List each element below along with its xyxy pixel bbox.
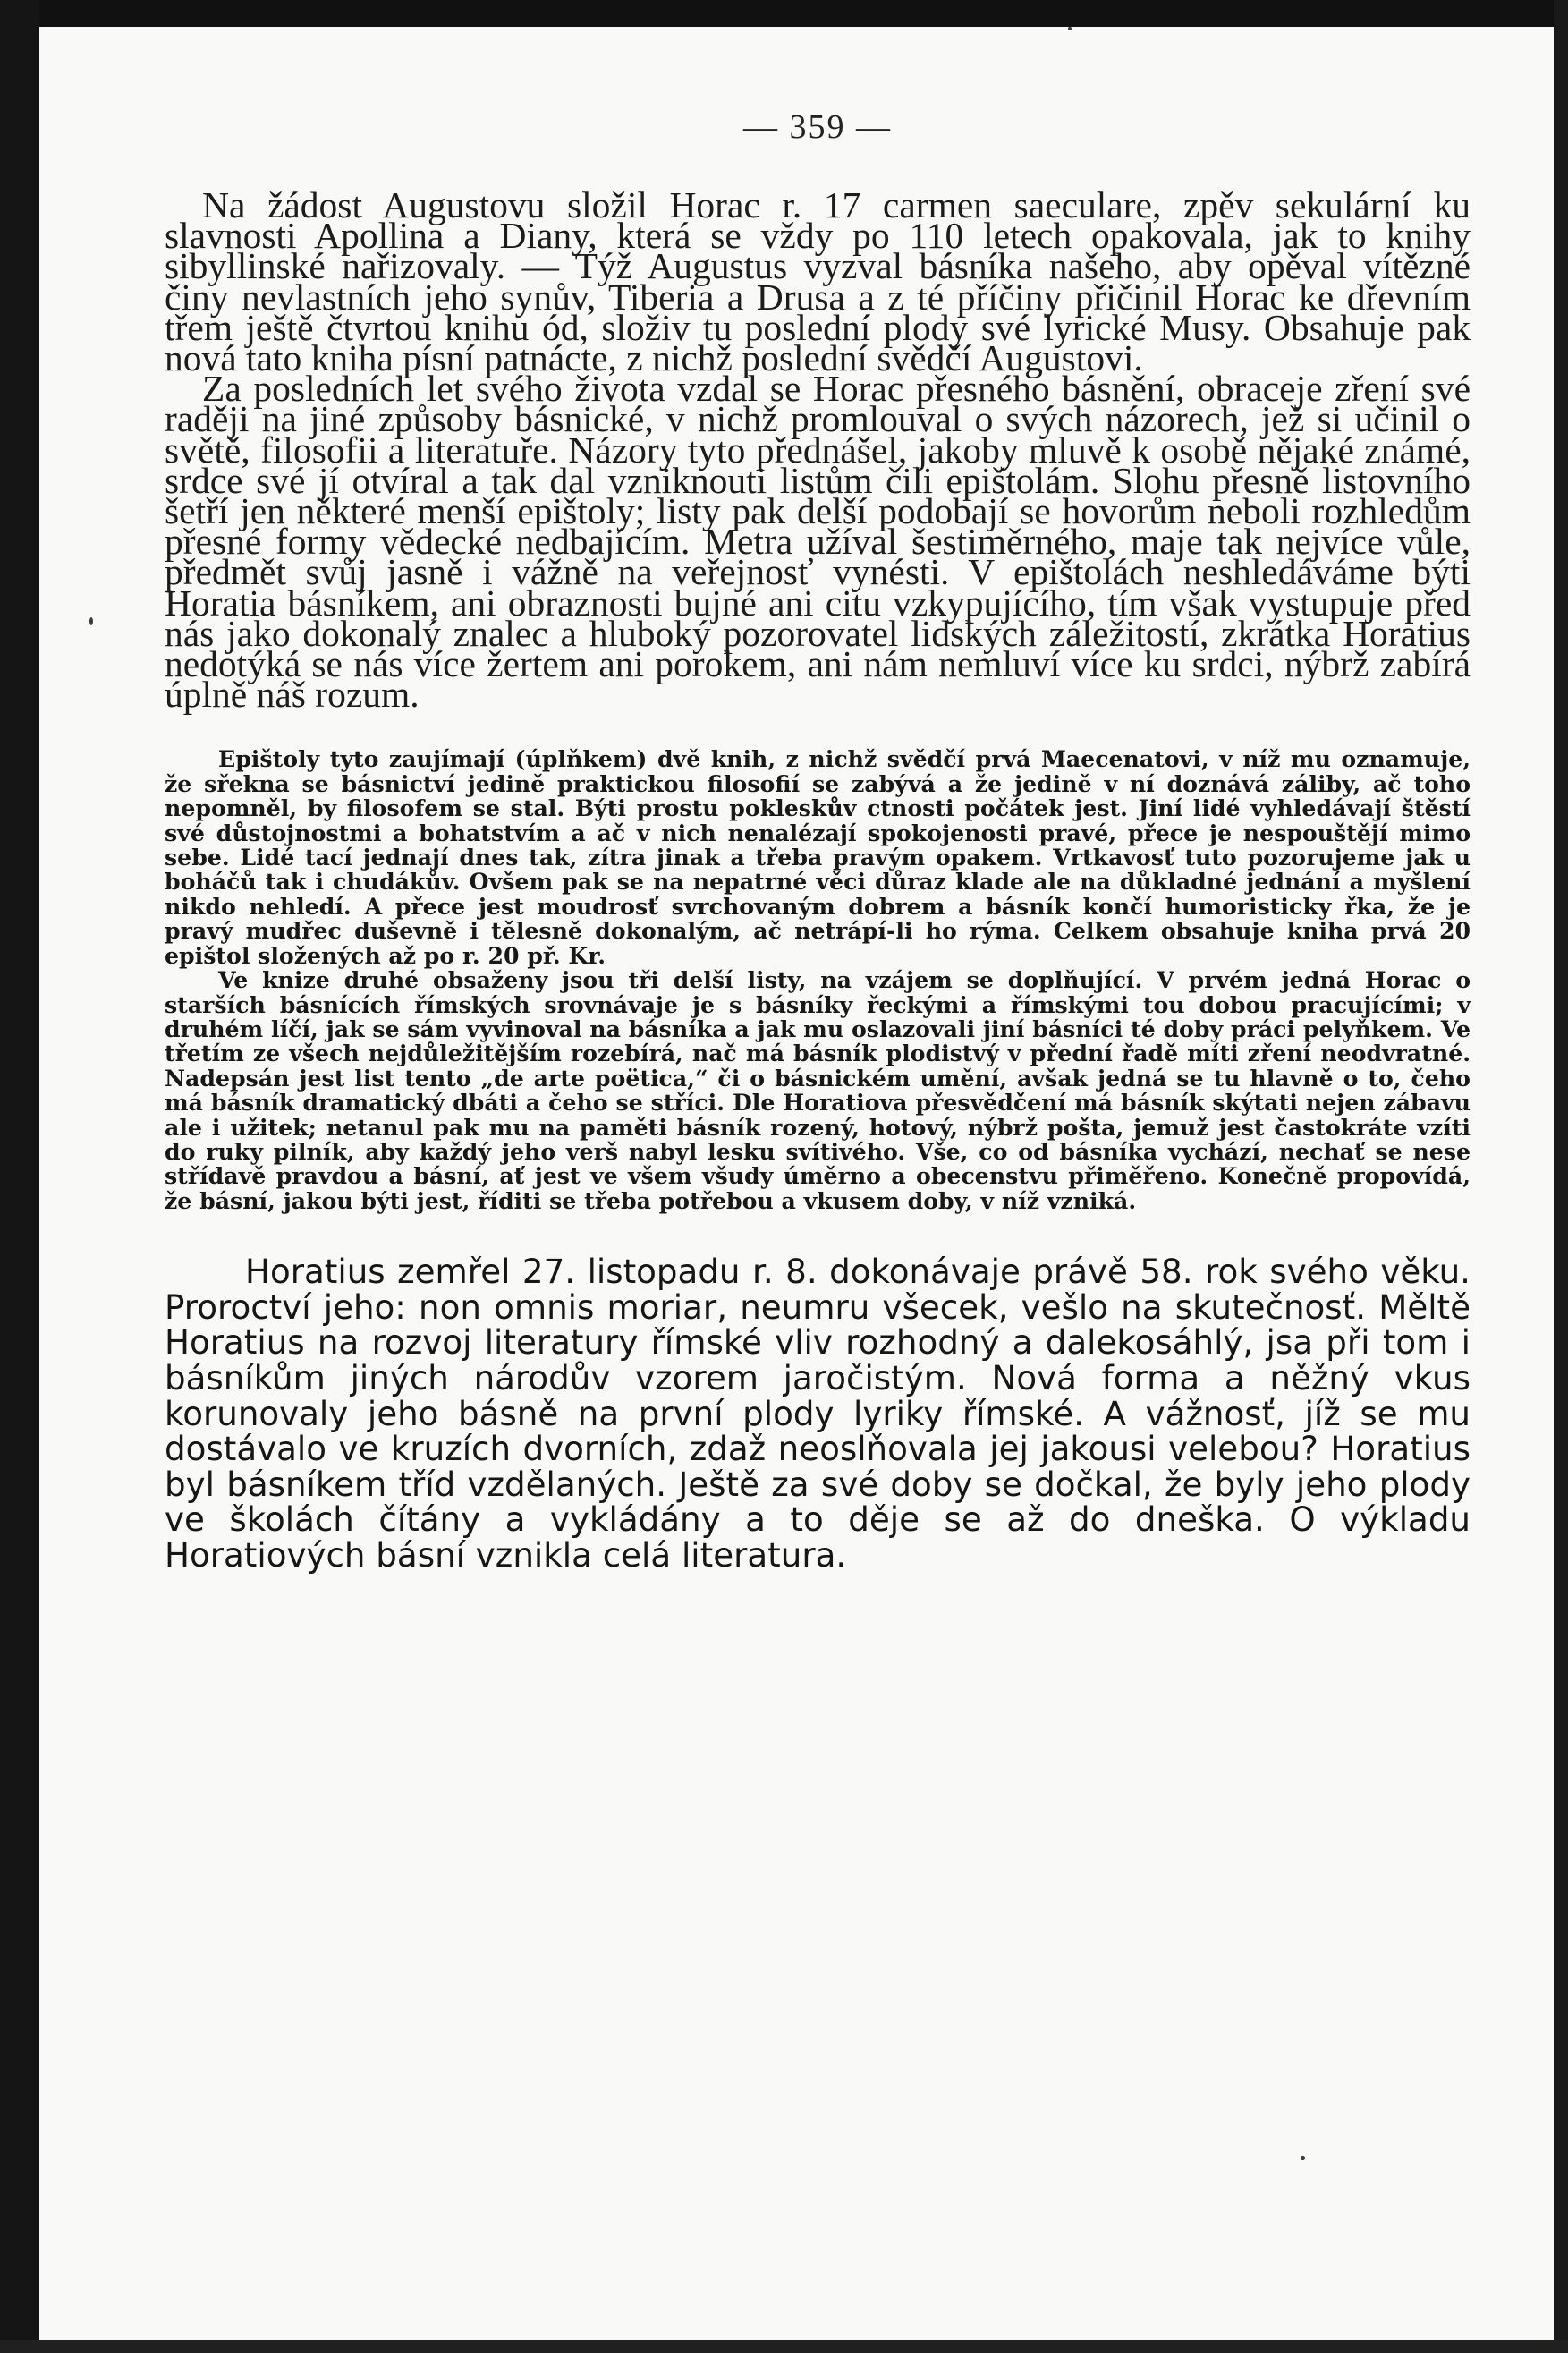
body-paragraph-1-text: Na žádost Augustovu složil Horac r. 17 carmen saeculare, zpěv sekulární ku slavnosti Apollina a Diany, která se vždy po 110 letech opakovala, jak to knihy sibyllinské nařizovaly. — Týž Augustus vyzval básníka našeho, aby opěval vítězné činy nevlastních jeho synův, Tiberia a Drusa a z té příčiny přičinil Horac ke dřevním třem ještě čtvrtou knihu ód, složiv tu poslední plody své lyrické Musy. Obsahuje pak nová tato kniha písní patnácte, z nichž poslední svědčí Augustovi. xyxy=(165,184,1471,379)
scan-border-left xyxy=(0,0,39,2353)
body-paragraph-1 xyxy=(165,184,1471,379)
scan-border-bottom xyxy=(0,2340,1568,2353)
body-paragraph-2-text: Za posledních let svého života vzdal se Horac přesného básnění, obraceje zření své raději na jiné způsoby básnické, v nichž promlouval o svých názorech, jež si učinil o světě, filosofii a literatuře. Názory tyto přednášel, jakoby mluvě k osobě nějaké známé, srdce své jí otvíral a tak dal vzniknouti listům čili epištolám. Slohu přesně listovního šetří jen některé menší epištoly; listy pak delší podobají se hovorům neboli rozhledům přesné formy vědecké nedbajícím. Metra užíval šestiměrného, maje tak nejvíce vůle, předmět svůj jasně i vážně na veřejnosť vynésti. V epištolách neshledáváme býti Horatia básníkem, ani obraznosti bujné ani citu vzkypujícího, tím však vystupuje před nás jako dokonalý znalec a hluboký pozorovatel lidských záležitostí, zkrátka Horatius nedotýká se nás více žertem ani porokem, ani nám nemluví více ku srdci, nýbrž zabírá úplně náš rozum. xyxy=(165,368,1471,716)
scan-border-right xyxy=(1554,0,1568,2353)
scan-speck xyxy=(1068,27,1072,30)
page-sheet xyxy=(39,27,1554,2340)
closing-paragraph-text: Horatius zemřel 27. listopadu r. 8. dokonávaje právě 58. rok svého věku. Proroctví jeho: non omnis moriar, neumru všecek, vešlo na skutečnosť. Měltě Horatius na rozvoj literatury římské vliv rozhodný a dalekosáhlý, jsa při tom i básníkům jiných národův vzorem jaročistým. Nová forma a něžný vkus korunovaly jeho básně na první plody lyriky římské. A vážnosť, jíž se mu dostávalo ve kruzích dvorních, zdaž neoslňovala jej jakousi velebou? Horatius byl básníkem tříd vzdělaných. Ještě za své doby se dočkal, že byly jeho plody ve školách čítány a vykládány a to děje se až do dneška. O výkladu Horatiových básní vznikla celá literatura. xyxy=(165,1252,1471,1575)
note-paragraph-2-text: Ve knize druhé obsaženy jsou tři delší listy, na vzájem se doplňující. V prvém jedná Horac o starších básnících římských srovnávaje je s básníky řeckými a římskými tou dobou pracujícími; v druhém líčí, jak se sám vyvinoval na básníka a jak mu oslazovali jiní básníci té doby práci pelyňkem. Ve třetím ze všech nejdůležitějším rozebírá, nač má básník plodistvý v přední řadě míti zření neodvratné. Nadepsán jest list tento „de arte poëtica,“ či o básnickém umění, avšak jedná se tu hlavně o to, čeho má básník dramatický dbáti a čeho se stříci. Dle Horatiova přesvědčení má básník skýtati nejen zábavu ale i užitek; netanul pak mu na paměti básník rozený, hotový, nýbrž pošta, jemuž jest častokráte vzíti do ruky pilník, aby každý jeho verš nabyl lesku svítivého. Vše, co od básníka vychází, nechať se nese střídavě pravdou a básní, ať jest ve všem všudy úměrno a obecenstvu přiměřeno. Konečně propovídá, že básní, jakou býti jest, říditi se třeba potřebou a vkusem doby, v níž vzniká. xyxy=(165,966,1471,1214)
body-paragraph-2 xyxy=(165,368,1471,716)
page-number: — 359 — xyxy=(743,108,892,146)
note-paragraph-1-text: Epištoly tyto zaujímají (úplňkem) dvě knih, z nichž svědčí prvá Maecenatovi, v níž mu oznamuje, že sřekna se básnictví jedině praktickou filosofií se zabývá a že jedině v ní doznává záliby, ač toho nepomněl, by filosofem se stal. Býti prostu pokleskův ctnosti počátek jest. Jiní lidé vyhledávají štěstí své důstojnostmi a bohatstvím a ač v nich nenalézají spokojenosti pravé, přece je nespouštějí mimo sebe. Lidé tací jednají dnes tak, zítra jinak a třeba pravým opakem. Vrtkavosť tuto pozorujeme jak u boháčů tak i chudákův. Ovšem pak se na nepatrné věci důraz klade ale na důkladné jednání a myšlení nikdo nehledí. A přece jest moudrosť svrchovaným dobrem a básník končí humoristicky řka, že je pravý mudřec duševně i tělesně dokonalým, ač netrápí-li ho rýma. Celkem obsahuje kniha prvá 20 epištol složených až po r. 20 př. Kr. xyxy=(165,745,1471,969)
note-paragraph-2 xyxy=(165,968,1471,1213)
scan-border-top xyxy=(0,0,1568,27)
scan-speck xyxy=(1301,2156,1305,2160)
closing-paragraph xyxy=(165,1254,1471,1573)
small-print-notes xyxy=(165,747,1471,1213)
scan-speck xyxy=(89,617,93,625)
page-content xyxy=(165,107,1471,1574)
note-paragraph-1 xyxy=(165,747,1471,968)
